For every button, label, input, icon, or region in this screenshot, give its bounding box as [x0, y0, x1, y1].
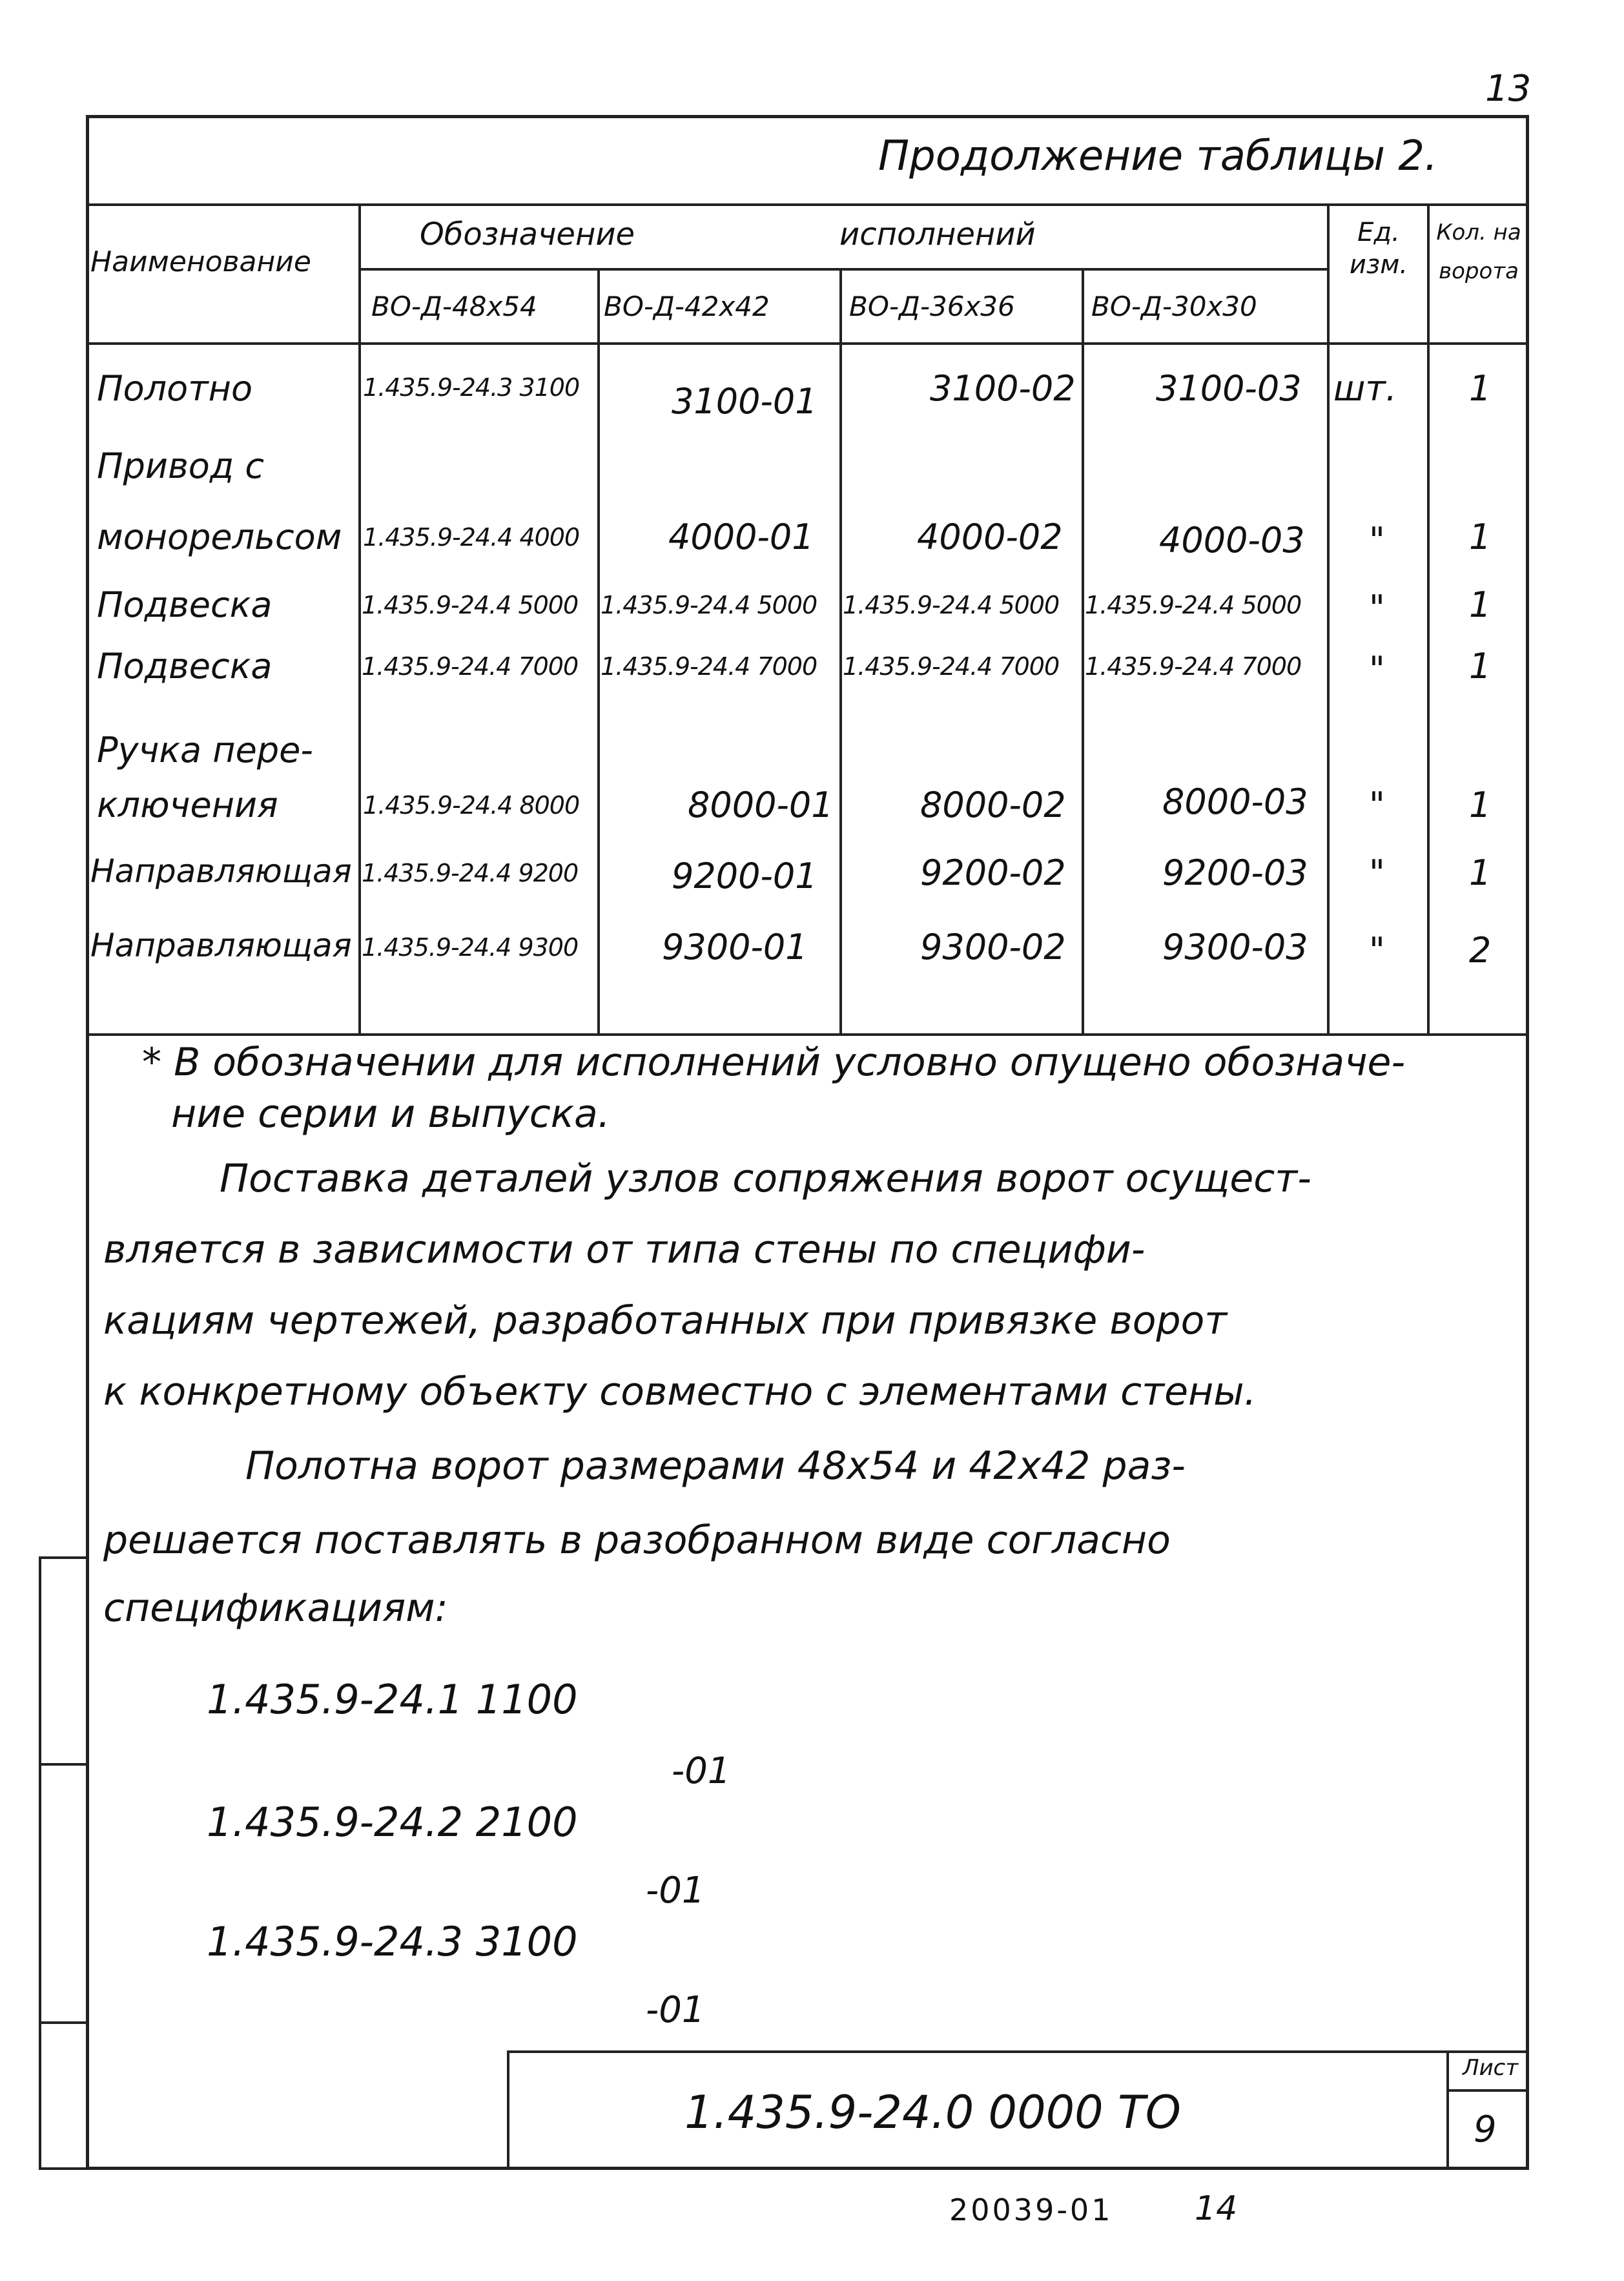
row-name: Направляющая — [90, 927, 352, 964]
note-line: к конкретному объекту совместно с элементами стены. — [103, 1369, 1257, 1414]
row-variant: 4000-01 — [668, 517, 814, 557]
row-variant: 1.435.9-24.4 7000 — [601, 652, 817, 681]
spec-code: 1.435.9-24.1 1100 — [207, 1676, 578, 1723]
row-qty: 1 — [1469, 517, 1492, 557]
row-code: 1.435.9-24.4 7000 — [362, 652, 579, 681]
title-block-sheet-divider — [1446, 2050, 1449, 2170]
row-variant: 3100-01 — [672, 381, 817, 422]
header-designation: Обозначение — [420, 216, 635, 253]
row-variant: 3100-02 — [930, 368, 1076, 409]
header-variant-3: ВО-Д-36х36 — [849, 291, 1015, 322]
note-line: кациям чертежей, разработанных при привязке ворот — [103, 1298, 1228, 1343]
header-unit: Ед. изм. — [1349, 218, 1408, 280]
row-unit: " — [1369, 588, 1385, 628]
row-qty: 1 — [1469, 852, 1492, 893]
caption-rule — [86, 203, 1529, 206]
col-divider — [358, 203, 361, 1033]
row-code: 1.435.9-24.4 8000 — [363, 791, 580, 820]
row-variant: 1.435.9-24.4 7000 — [843, 652, 1060, 681]
note-line: вляется в зависимости от типа стены по специфи- — [103, 1227, 1146, 1272]
row-variant: 8000-01 — [688, 785, 834, 825]
spec-code: 1.435.9-24.2 2100 — [207, 1799, 578, 1846]
header-variant-4: ВО-Д-30х30 — [1091, 291, 1257, 322]
row-name: ключения — [97, 785, 278, 825]
row-variant: 3100-03 — [1156, 368, 1302, 409]
row-name: Ручка пере- — [97, 730, 313, 770]
table-bottom-rule — [86, 1033, 1529, 1036]
col-divider — [1082, 268, 1084, 1033]
note-line: спецификациям: — [103, 1585, 448, 1631]
row-unit: " — [1369, 785, 1385, 825]
row-unit: " — [1369, 852, 1385, 893]
row-variant: 9300-01 — [662, 927, 808, 967]
table-caption: Продолжение таблицы 2. — [878, 132, 1438, 180]
title-block-left — [507, 2050, 509, 2170]
left-margin-strip — [39, 1556, 89, 2170]
row-code: 1.435.9-24.4 4000 — [363, 523, 580, 552]
row-variant: 8000-02 — [920, 785, 1066, 825]
row-variant: 1.435.9-24.4 7000 — [1085, 652, 1302, 681]
note-line: ние серии и выпуска. — [171, 1091, 610, 1137]
row-name: Полотно — [97, 368, 252, 409]
row-name: монорельсом — [97, 517, 342, 557]
col-divider — [597, 268, 600, 1033]
row-name: Подвеска — [97, 584, 272, 625]
col-divider — [1427, 203, 1430, 1033]
order-number: 20039-01 — [949, 2193, 1113, 2227]
row-variant: 9200-01 — [672, 856, 817, 896]
note-line: Поставка деталей узлов сопряжения ворот осущест- — [220, 1156, 1311, 1201]
row-qty: 1 — [1469, 368, 1492, 409]
spec-suffix: -01 — [646, 1870, 705, 1912]
row-unit: " — [1369, 520, 1385, 561]
row-qty: 1 — [1469, 646, 1492, 686]
header-bottom-rule — [86, 342, 1529, 345]
note-line: Полотна ворот размерами 48х54 и 42х42 раз- — [245, 1443, 1186, 1489]
header-subrule — [358, 268, 1327, 271]
row-variant: 1.435.9-24.4 5000 — [1085, 591, 1302, 619]
row-variant: 9300-02 — [920, 927, 1066, 967]
row-variant: 9200-03 — [1162, 852, 1308, 893]
spec-code: 1.435.9-24.3 3100 — [207, 1918, 578, 1965]
row-code: 1.435.9-24.3 3100 — [363, 373, 580, 402]
header-variant-1: ВО-Д-48х54 — [371, 291, 537, 322]
row-variant: 9300-03 — [1162, 927, 1308, 967]
row-name: Подвеска — [97, 646, 272, 686]
row-name: Направляющая — [90, 852, 352, 890]
row-name: Привод с — [97, 446, 265, 486]
row-unit: шт. — [1333, 368, 1397, 409]
col-divider — [1327, 203, 1330, 1033]
spec-suffix: -01 — [672, 1750, 731, 1792]
note-line: решается поставлять в разобранном виде согласно — [103, 1518, 1171, 1563]
row-qty: 2 — [1469, 930, 1492, 971]
row-code: 1.435.9-24.4 5000 — [362, 591, 579, 619]
row-qty: 1 — [1469, 785, 1492, 825]
outer-frame — [86, 115, 1529, 2170]
title-block-top — [507, 2050, 1529, 2053]
col-divider — [839, 268, 842, 1033]
row-code: 1.435.9-24.4 9300 — [362, 933, 579, 962]
footer-page: 14 — [1195, 2189, 1238, 2228]
row-variant: 1.435.9-24.4 5000 — [843, 591, 1060, 619]
row-variant: 4000-03 — [1159, 520, 1305, 561]
row-unit: " — [1369, 649, 1385, 690]
header-name: Наименование — [90, 245, 311, 278]
row-variant: 4000-02 — [917, 517, 1063, 557]
row-qty: 1 — [1469, 584, 1492, 625]
document-code: 1.435.9-24.0 0000 ТО — [684, 2086, 1181, 2139]
row-code: 1.435.9-24.4 9200 — [362, 859, 579, 887]
margin-divider — [39, 1763, 89, 1766]
note-line: * В обозначении для исполнений условно опущено обозначе- — [142, 1040, 1406, 1085]
row-variant: 9200-02 — [920, 852, 1066, 893]
sheet-label: Лист — [1463, 2055, 1519, 2081]
margin-divider — [39, 2021, 89, 2024]
spec-suffix: -01 — [646, 1989, 705, 2031]
sheet-number: 9 — [1474, 2109, 1497, 2151]
row-variant: 1.435.9-24.4 5000 — [601, 591, 817, 619]
row-variant: 8000-03 — [1162, 781, 1308, 822]
page-number: 13 — [1485, 68, 1532, 110]
row-unit: " — [1369, 930, 1385, 971]
title-block-sheet-rule — [1446, 2089, 1529, 2092]
header-executions: исполнений — [839, 216, 1036, 253]
header-variant-2: ВО-Д-42х42 — [604, 291, 770, 322]
header-qty: Кол. на ворота — [1436, 220, 1521, 284]
